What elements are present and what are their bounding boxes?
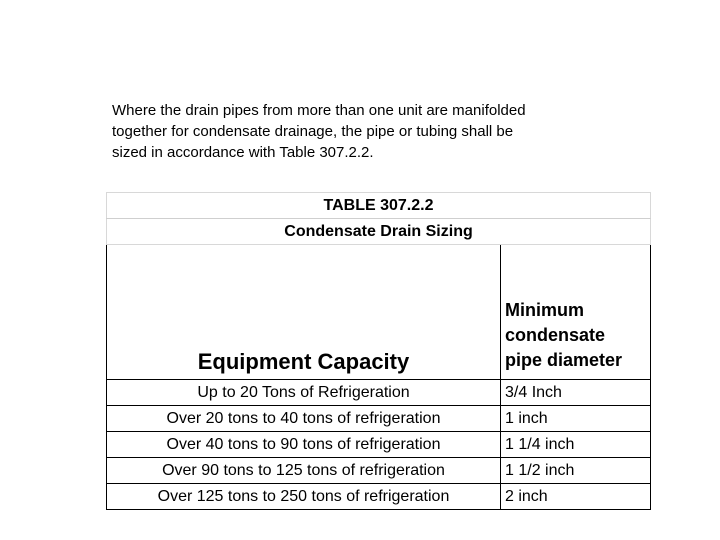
diameter-cell: 1 1/4 inch <box>501 432 651 458</box>
header-min-pipe-diameter <box>501 245 651 380</box>
table-row <box>107 432 651 458</box>
table-subtitle-row <box>107 219 651 245</box>
header-equipment-capacity: Equipment Capacity <box>107 245 501 380</box>
table-subtitle: Condensate Drain Sizing <box>107 219 651 245</box>
header-diameter-line: condensate <box>505 325 606 345</box>
intro-line: together for condensate drainage, the pipe or tubing shall be <box>112 123 514 140</box>
diameter-cell: 3/4 Inch <box>501 380 651 406</box>
capacity-cell: Over 20 tons to 40 tons of refrigeration <box>107 406 501 432</box>
intro-line: Where the drain pipes from more than one unit are manifolded <box>112 102 526 119</box>
table-row <box>107 406 651 432</box>
diameter-cell: 1 inch <box>501 406 651 432</box>
drain-sizing-table-container <box>106 192 650 510</box>
diameter-cell: 1 1/2 inch <box>501 458 651 484</box>
intro-line: sized in accordance with Table 307.2.2. <box>112 144 374 161</box>
table-row <box>107 458 651 484</box>
capacity-cell: Over 125 tons to 250 tons of refrigeration <box>107 484 501 510</box>
capacity-cell: Over 90 tons to 125 tons of refrigeration <box>107 458 501 484</box>
intro-paragraph <box>112 100 592 163</box>
table-header-row <box>107 245 651 380</box>
capacity-cell: Up to 20 Tons of Refrigeration <box>107 380 501 406</box>
table-row <box>107 380 651 406</box>
table-title-row <box>107 193 651 219</box>
diameter-cell: 2 inch <box>501 484 651 510</box>
header-diameter-line: Minimum <box>505 300 584 320</box>
table-title: TABLE 307.2.2 <box>107 193 651 219</box>
table-row <box>107 484 651 510</box>
header-diameter-line: pipe diameter <box>505 350 623 370</box>
capacity-cell: Over 40 tons to 90 tons of refrigeration <box>107 432 501 458</box>
drain-sizing-table <box>106 192 651 510</box>
